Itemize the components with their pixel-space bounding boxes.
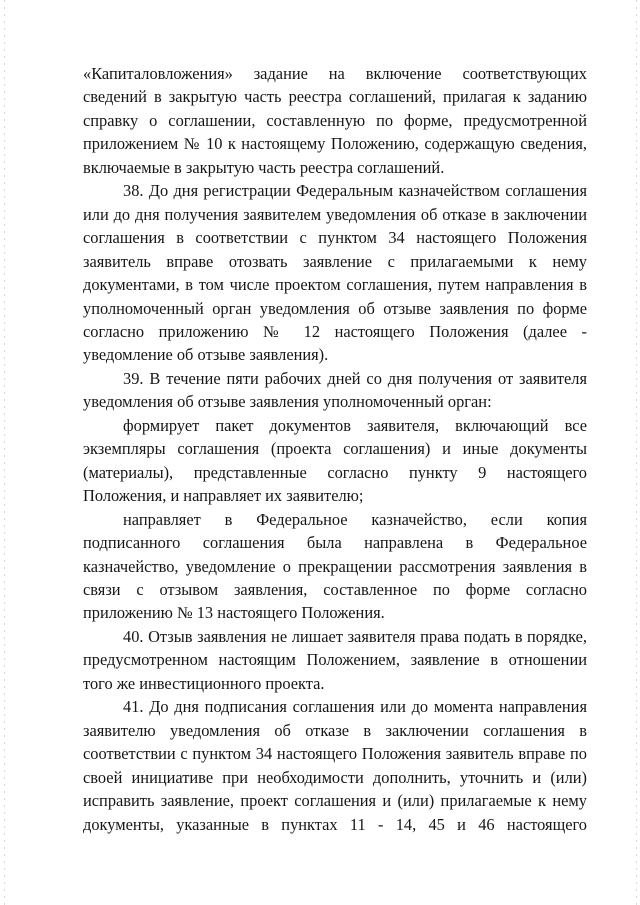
scan-edge-left bbox=[4, 0, 5, 905]
paragraph-39: 39. В течение пяти рабочих дней со дня получения от заявителя уведомления об отзыве заявления уполномоченный орган: bbox=[83, 368, 587, 412]
document-body bbox=[83, 62, 587, 836]
paragraph-38: 38. До дня регистрации Федеральным казначейством соглашения или до дня получения заявителем уведомления об отказе в заключении соглашения в соответствии с пунктом 34 настоящего Положения заявитель вправе отозвать заявление с прилагаемыми к нему документами, в том числе проектом соглашения, путем направления в уполномоченный орган уведомления об отзыве заявления по форме согласно приложению № 12 настоящего Положения (далее - уведомление об отзыве заявления). bbox=[83, 181, 587, 365]
scan-edge-right bbox=[636, 0, 637, 905]
paragraph-39-item-b: направляет в Федеральное казначейство, если копия подписанного соглашения была направлена в Федеральное казначейство, уведомление о прекращении рассмотрения заявления в связи с отзывом заявления, составленное по форме согласно приложению № 13 настоящего Положения. bbox=[83, 509, 587, 623]
paragraph-41: 41. До дня подписания соглашения или до момента направления заявителю уведомления об отказе в заключении соглашения в соответствии с пунктом 34 настоящего Положения заявитель вправе по своей инициативе при необходимости дополнить, уточнить и (или) исправить заявление, проект соглашения и (или) прилагаемые к нему документы, указанные в пунктах 11 - 14, 45 и 46 настоящего bbox=[83, 697, 587, 834]
paragraph-40: 40. Отзыв заявления не лишает заявителя права подать в порядке, предусмотренном настоящим Положением, заявление в отношении того же инвестиционного проекта. bbox=[83, 626, 587, 693]
paragraph-continuation: «Капиталовложения» задание на включение соответствующих сведений в закрытую часть реестра соглашений, прилагая к заданию справку о соглашении, составленную по форме, предусмотренной приложением № 10 к настоящему Положению, содержащую сведения, включаемые в закрытую часть реестра соглашений. bbox=[83, 64, 587, 177]
paragraph-39-item-a: формирует пакет документов заявителя, включающий все экземпляры соглашения (проекта соглашения) и иные документы (материалы), представленные согласно пункту 9 настоящего Положения, и направляет их заявителю; bbox=[83, 415, 587, 506]
